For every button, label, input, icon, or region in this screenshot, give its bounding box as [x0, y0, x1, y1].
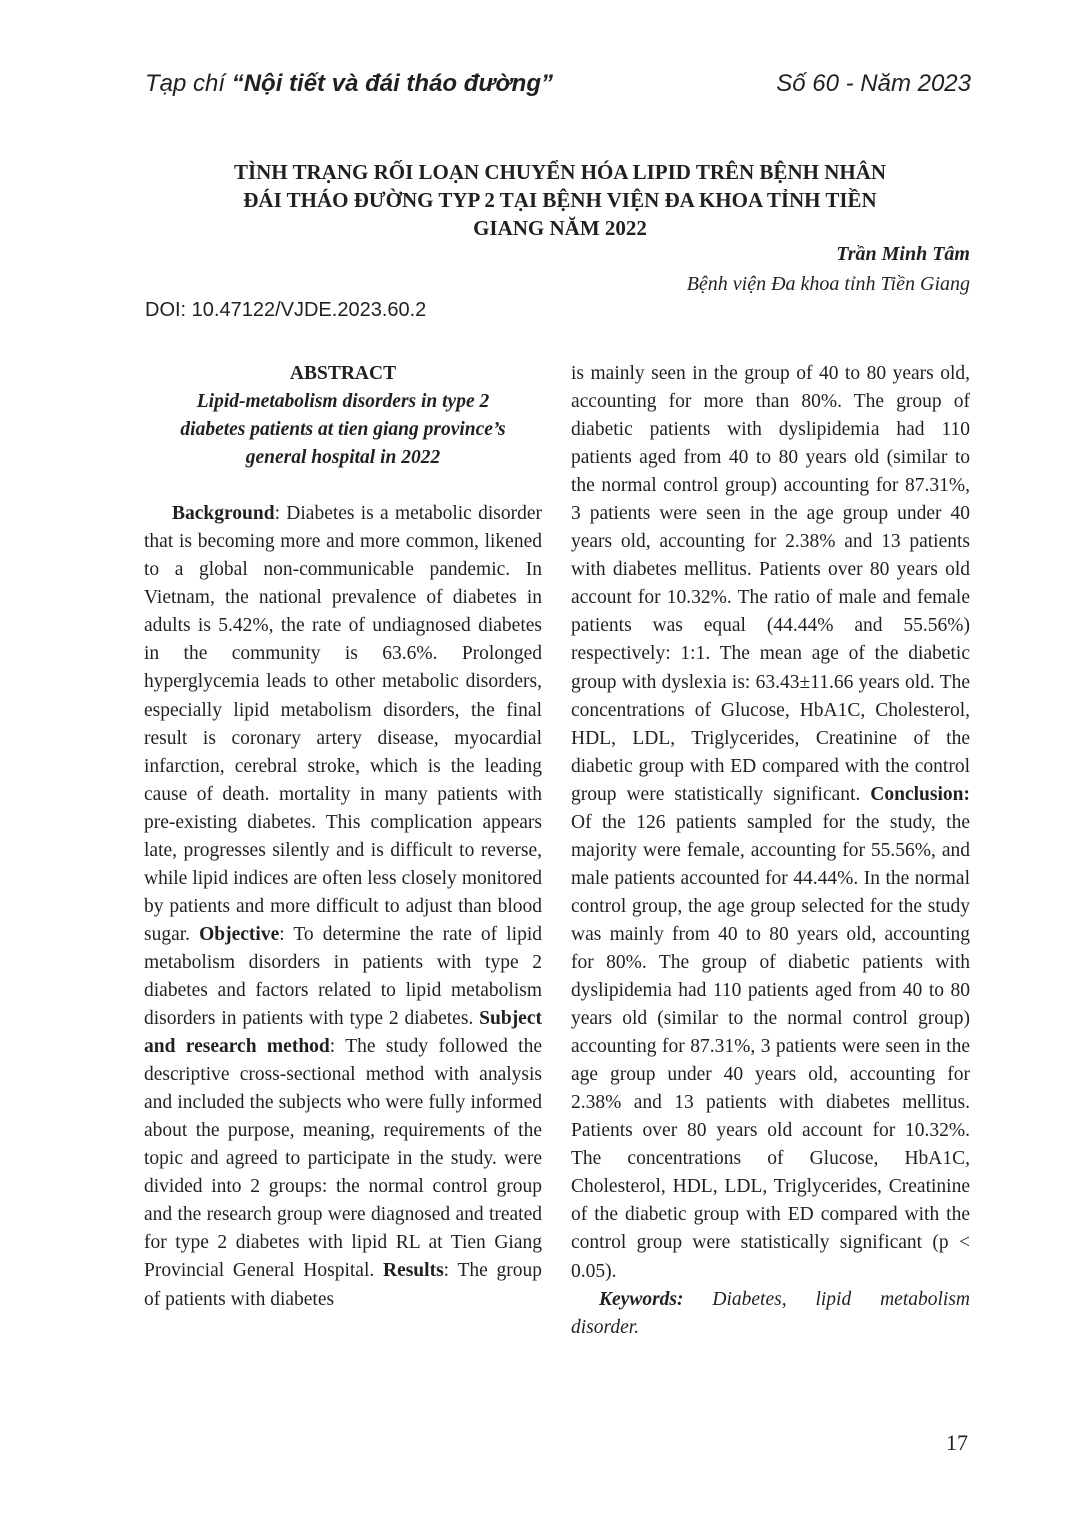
results-label: Results: [382, 1260, 444, 1282]
abstract-title: [144, 388, 542, 472]
objective-label: Objective: [199, 923, 280, 945]
abstract-body: [144, 500, 542, 1313]
abstract-title-line: diabetes patients at tien giang province’s: [180, 419, 506, 441]
results-text: : The group of patients with diabetes: [144, 1260, 542, 1310]
method-text: : The study followed the descriptive cross-sectional method with analysis and included the subjects who were fully informed about the purpose, meaning, requirements of the topic and agreed to participate in the study. were divided into 2 groups: the normal control group and the research group were diagnosed and treated for type 2 diabetes with lipid RL at Tien Giang Provincial General Hospital.: [144, 1036, 543, 1282]
abstract-title-line: general hospital in 2022: [245, 447, 441, 469]
page-number: 17: [946, 1430, 968, 1455]
conclusion-text: Of the 126 patients sampled for the study, the majority were female, accounting for 55.56%, and male patients accounted for 44.44%. In the normal control group, the age group selected for the study was mainly from 40 to 80 years old, accounting for 80%. The group of diabetic patients with dyslipidemia had 110 patients aged from 40 to 80 years old (similar to the normal control group) accounting for 87.31%, 3 patients were seen in the age group under 40 years old, accounting for 2.38% and 13 patients with diabetes mellitus. Patients over 80 years old account for 10.32%. The concentrations of Glucose, HbA1C, Cholesterol, HDL, LDL, Triglycerides, Creatinine of the diabetic group with ED compared with the control group were statistically significant (p < 0.05).: [571, 811, 970, 1282]
title-line: GIANG NĂM 2022: [473, 216, 647, 240]
method-label: Subject and research method: [144, 1008, 542, 1058]
title-line: TÌNH TRẠNG RỐI LOẠN CHUYỂN HÓA LIPID TRÊN BỆNH NHÂN: [233, 160, 887, 184]
left-column: [144, 360, 542, 1314]
objective-text: : To determine the rate of lipid metabolism disorders in patients with type 2 diabetes and factors related to lipid metabolism disorders in patients with type 2 diabetes.: [144, 923, 542, 1030]
journal-name: Tạp chí “Nội tiết và đái tháo đường”: [145, 70, 553, 97]
results-text-continued: is mainly seen in the group of 40 to 80 years old, accounting for more than 80%. The group of diabetic patients with dyslipidemia had 110 patients aged from 40 to 80 years old (similar to the normal control group) accounting for 87.31%, 3 patients were seen in the age group under 40 years old, accounting for 2.38% and 13 patients with diabetes mellitus. Patients over 80 years old account for 10.32%. The ratio of male and female patients was equal (44.44% and 55.56%) respectively: 1:1. The mean age of the diabetic group with dyslexia is: 63.43±11.66 years old. The concentrations of Glucose, HbA1C, Cholesterol, HDL, LDL, Triglycerides, Creatinine of the diabetic group with ED compared with the control group were statistically significant.: [571, 363, 970, 805]
conclusion-label: Conclusion:: [870, 783, 970, 805]
author-name: Trần Minh Tâm: [836, 243, 970, 265]
right-column: [571, 360, 970, 1342]
background-label: Background: [172, 503, 275, 525]
article-title: [160, 158, 960, 242]
keywords-label: Keywords:: [599, 1288, 684, 1310]
running-header: [145, 70, 971, 106]
issue-info: Số 60 - Năm 2023: [776, 70, 971, 97]
background-text: : Diabetes is a metabolic disorder that is becoming more and more common, likened to a global non-communicable pandemic. In Vietnam, the national prevalence of diabetes in adults is 5.42%, the rate of undiagnosed diabetes in the community is 63.6%. Prolonged hyperglycemia leads to other metabolic disorders, especially lipid metabolism disorders, the final result is coronary artery disease, myocardial infarction, cerebral stroke, which is the leading cause of death. mortality in many patients with pre-existing diabetes. This complication appears late, progresses silently and is difficult to reverse, while lipid indices are often less closely monitored by patients and more difficult to adjust than blood sugar.: [144, 503, 542, 945]
abstract-title-line: Lipid-metabolism disorders in type 2: [196, 391, 490, 413]
author-affiliation: Bệnh viện Đa khoa tỉnh Tiền Giang: [686, 273, 970, 295]
abstract-heading: ABSTRACT: [289, 363, 397, 384]
keywords-text: Diabetes, lipid metabolism disorder.: [571, 1288, 970, 1338]
title-line: ĐÁI THÁO ĐƯỜNG TYP 2 TẠI BỆNH VIỆN ĐA KHOA TỈNH TIỀN: [243, 188, 877, 212]
keywords: [571, 1286, 970, 1342]
doi-link[interactable]: DOI: 10.47122/VJDE.2023.60.2: [145, 299, 427, 321]
abstract-body-continued: [571, 360, 970, 1286]
